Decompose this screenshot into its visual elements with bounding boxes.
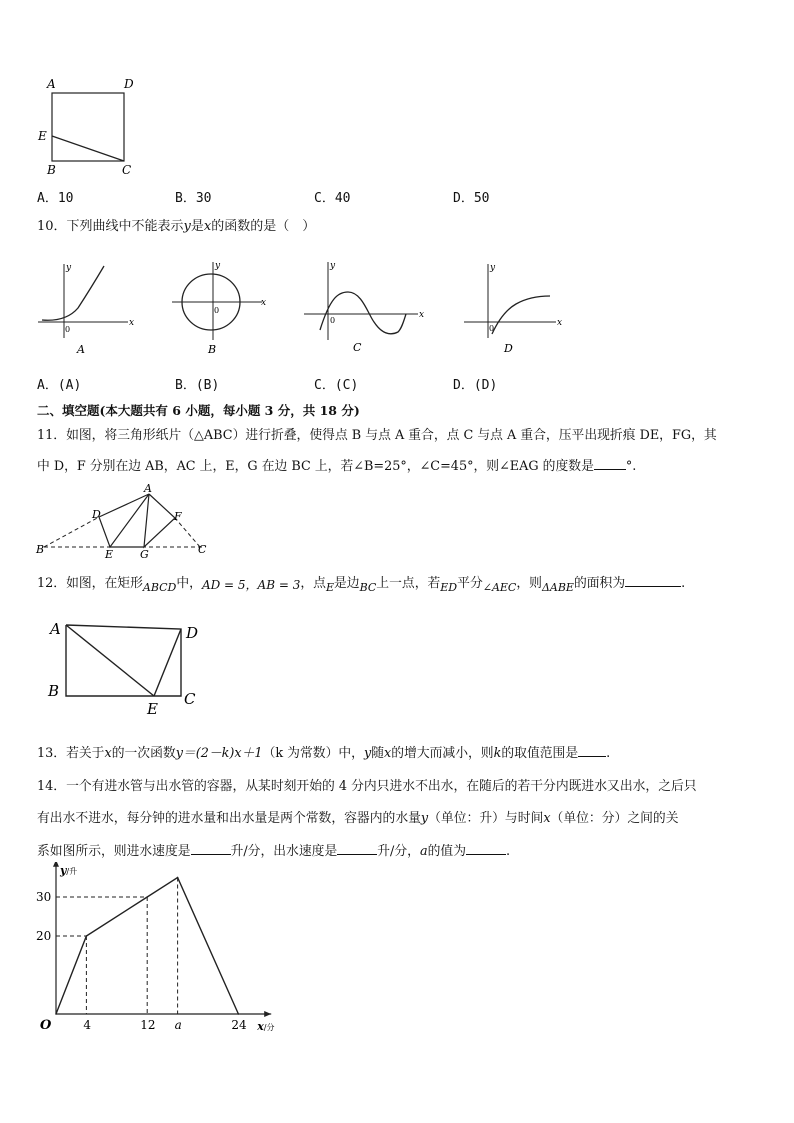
y-tick-label: 30 bbox=[36, 890, 52, 904]
q12-stem bbox=[37, 574, 685, 593]
q14-line2-b: （单位：升）与时间 bbox=[428, 811, 544, 826]
q10-graph-c bbox=[302, 258, 432, 358]
q11-line2 bbox=[37, 457, 636, 476]
q14-blank-1[interactable] bbox=[191, 842, 231, 855]
q10-mid: 是 bbox=[190, 219, 204, 234]
q12-bc: BC bbox=[359, 581, 377, 594]
q10-b-origin: 0 bbox=[214, 306, 220, 315]
q11-label-C: C bbox=[198, 543, 207, 556]
q14-line2-y: y bbox=[420, 811, 429, 826]
q10-tail: 的函数的是（ ） bbox=[211, 219, 316, 234]
q11-label-A: A bbox=[144, 482, 152, 495]
q11-figure bbox=[32, 480, 218, 560]
q9-label-B: B bbox=[47, 163, 56, 177]
q14-line3-d: 的值为 bbox=[427, 844, 466, 859]
q14-line3-end: . bbox=[505, 844, 511, 859]
q13-x2: x bbox=[384, 746, 392, 761]
q14-blank-2[interactable] bbox=[337, 842, 377, 855]
q11-blank[interactable] bbox=[594, 457, 626, 470]
q12-p5: 上一点，若 bbox=[376, 576, 441, 591]
q13-end: . bbox=[606, 746, 611, 761]
q9-label-A: A bbox=[47, 77, 56, 91]
q12-p6: 平分 bbox=[457, 576, 483, 591]
q14-line1: 14．一个有进水管与出水管的容器，从某时刻开始的 4 分内只进水不出水，在随后的若干分内既进水又出水，之后只 bbox=[37, 779, 697, 794]
q9-figure bbox=[34, 76, 144, 178]
q11-line1: 11．如图，将三角形纸片（△ABC）进行折叠，使得点 B 与点 A 重合，点 C 与点 A 重合，压平出现折痕 DE，FG，其 bbox=[37, 428, 717, 443]
q14-line3-a: 系如图所示，则进水速度是 bbox=[37, 844, 191, 859]
q12-blank[interactable] bbox=[625, 574, 681, 587]
x-tick-label: 12 bbox=[140, 1018, 156, 1032]
q11-label-G: G bbox=[140, 548, 149, 560]
q10-option-a: A．(A) bbox=[37, 378, 82, 393]
x-axis-label: x/分 bbox=[257, 1020, 275, 1033]
x-tick-label: 24 bbox=[231, 1018, 247, 1032]
q10-d-caption: D bbox=[504, 342, 513, 355]
q12-e: E bbox=[325, 581, 334, 594]
q10-graph-b bbox=[168, 258, 272, 358]
q14-blank-3[interactable] bbox=[466, 842, 506, 855]
q12-ed: ED bbox=[440, 581, 458, 594]
q13-blank[interactable] bbox=[578, 744, 606, 757]
q13-x: x bbox=[104, 746, 112, 761]
q9-option-c: C．40 bbox=[314, 191, 351, 206]
q10-c-xlabel: x bbox=[419, 310, 425, 320]
q10-c-caption: C bbox=[353, 341, 362, 354]
q10-x: x bbox=[203, 219, 212, 234]
q14-line3-b: 升/分，出水速度是 bbox=[230, 844, 338, 859]
q10-a-ylabel: y bbox=[66, 263, 72, 273]
x-tick-label: a bbox=[174, 1018, 182, 1032]
q12-abe: ΔABE bbox=[541, 581, 574, 594]
q14-line3 bbox=[37, 842, 510, 861]
q14-line2 bbox=[37, 810, 679, 828]
series-point bbox=[177, 877, 179, 879]
q12-label-E: E bbox=[147, 700, 158, 718]
q14-chart bbox=[30, 862, 280, 1037]
q9-label-D: D bbox=[124, 77, 134, 91]
q12-label-B: B bbox=[48, 682, 60, 700]
y-tick-label: 20 bbox=[36, 929, 52, 943]
q10-d-xlabel: x bbox=[557, 318, 563, 328]
chart-labels bbox=[36, 864, 274, 1033]
q12-p1: 12．如图，在矩形 bbox=[37, 576, 143, 591]
q9-label-E: E bbox=[38, 129, 47, 143]
x-axis-arrow bbox=[264, 1011, 271, 1017]
q14-line2-c: （单位：分）之间的关 bbox=[550, 811, 679, 826]
q13-p3: （k 为常数）中， bbox=[262, 746, 364, 761]
q12-p4: 是边 bbox=[333, 576, 360, 591]
q11-label-B: B bbox=[36, 543, 45, 556]
q9-option-d: D．50 bbox=[453, 191, 490, 206]
origin-label: O bbox=[40, 1018, 52, 1033]
q13-func: y＝(2－k)x＋1 bbox=[175, 746, 263, 761]
q10-a-origin: 0 bbox=[65, 325, 71, 334]
q12-p3: ，点 bbox=[300, 576, 326, 591]
y-axis-arrow bbox=[53, 862, 59, 867]
q9-option-b: B．30 bbox=[175, 191, 212, 206]
q13-p1: 13．若关于 bbox=[37, 746, 105, 761]
q9-label-C: C bbox=[122, 163, 132, 177]
q14-line2-a: 有出水不进水，每分钟的进水量和出水量是两个常数，容器内的水量 bbox=[37, 811, 421, 826]
chart-guides bbox=[56, 878, 178, 1015]
q12-aec: ∠AEC bbox=[482, 581, 517, 594]
q13-p2: 的一次函数 bbox=[111, 746, 176, 761]
x-tick-label: 4 bbox=[83, 1018, 92, 1032]
q10-option-c: C．(C) bbox=[314, 378, 359, 393]
q11-label-D: D bbox=[92, 508, 101, 521]
q11-label-E: E bbox=[105, 548, 114, 560]
q13-stem bbox=[37, 744, 610, 763]
q12-label-A: A bbox=[50, 620, 61, 638]
q10-a-caption: A bbox=[77, 343, 85, 356]
q10-graph-d bbox=[460, 258, 570, 358]
q12-p8: 的面积为 bbox=[573, 576, 626, 591]
q10-stem-text: 10．下列曲线中不能表示 bbox=[37, 219, 184, 234]
q10-stem bbox=[37, 218, 315, 236]
q14-line2-x: x bbox=[543, 811, 551, 826]
q12-ad: AD = 5，AB = 3 bbox=[201, 578, 301, 592]
q10-d-origin: 0 bbox=[489, 324, 495, 333]
series-point bbox=[55, 1013, 57, 1015]
q12-rect: ABCD bbox=[142, 581, 177, 594]
series-point bbox=[86, 935, 88, 937]
q10-b-caption: B bbox=[208, 343, 217, 356]
q10-option-b: B．(B) bbox=[175, 378, 220, 393]
q10-graph-a bbox=[36, 258, 140, 358]
q10-c-ylabel: y bbox=[330, 261, 336, 271]
q13-p5: 的增大而减小，则 bbox=[391, 746, 494, 761]
y-axis-label: y/升 bbox=[60, 864, 78, 877]
q10-b-xlabel: x bbox=[261, 298, 267, 308]
q10-a-xlabel: x bbox=[129, 318, 135, 328]
q12-p7: ，则 bbox=[516, 576, 542, 591]
q11-line2-end: °. bbox=[625, 459, 637, 474]
q10-option-d: D．(D) bbox=[453, 378, 498, 393]
q12-end: . bbox=[681, 576, 686, 591]
q10-b-ylabel: y bbox=[215, 261, 221, 271]
q10-d-ylabel: y bbox=[490, 263, 496, 273]
q11-label-F: F bbox=[174, 510, 182, 523]
series-point bbox=[238, 1013, 240, 1015]
q12-label-D: D bbox=[186, 624, 199, 642]
q13-p4: 随 bbox=[371, 746, 384, 761]
q10-c-origin: 0 bbox=[330, 316, 336, 325]
q9-option-a: A．10 bbox=[37, 191, 74, 206]
q12-p2: 中， bbox=[176, 576, 202, 591]
series-point bbox=[146, 896, 148, 898]
q11-line2-text: 中 D，F 分别在边 AB，AC 上，E，G 在边 BC 上，若∠B=25°，∠C=45°，则∠EAG 的度数是 bbox=[37, 459, 594, 474]
section-title: 二、填空题(本大题共有 6 小题，每小题 3 分，共 18 分) bbox=[37, 403, 360, 418]
q13-p6: 的取值范围是 bbox=[501, 746, 579, 761]
chart-series bbox=[55, 877, 239, 1015]
q13-k: k bbox=[493, 746, 502, 761]
q10-y: y bbox=[183, 219, 191, 234]
q14-line3-a-var: a bbox=[419, 844, 428, 859]
q12-label-C: C bbox=[184, 690, 196, 708]
q14-line3-c: 升/分， bbox=[377, 844, 420, 859]
q13-y: y bbox=[363, 746, 372, 761]
q12-figure bbox=[44, 616, 216, 720]
